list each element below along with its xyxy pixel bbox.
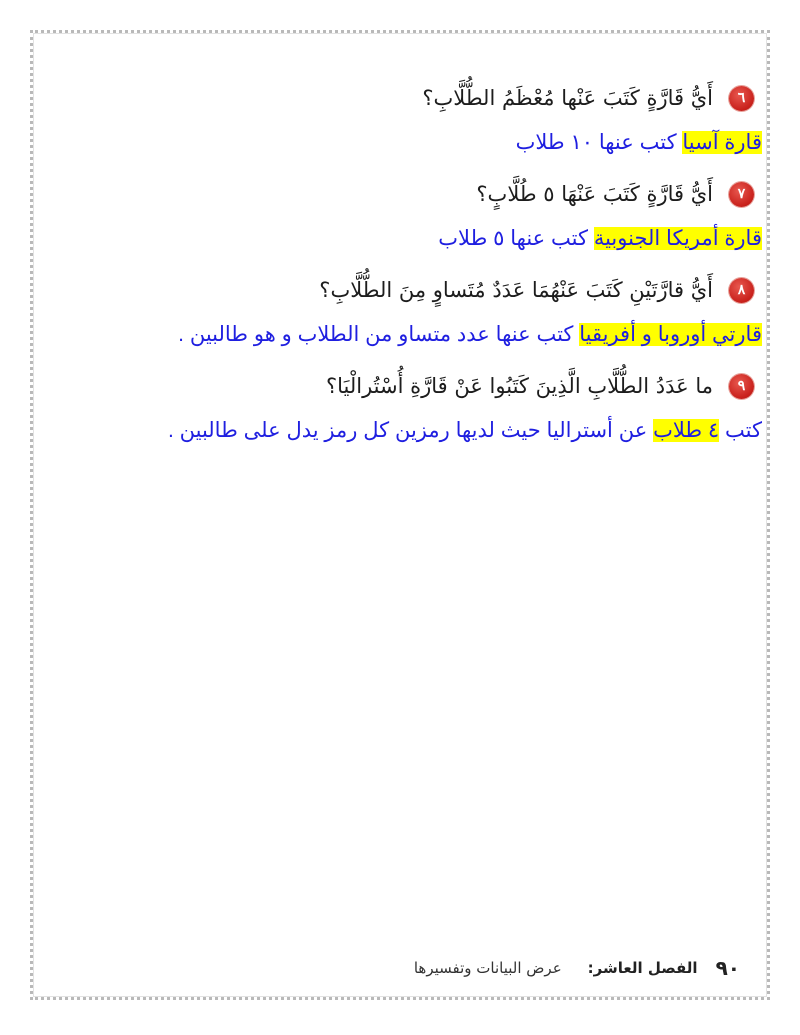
question-number-badge: ٧ xyxy=(729,182,754,207)
answer-6 xyxy=(40,122,762,164)
question-text: أَيُّ قارَّتَيْنِ كَتَبَ عَنْهُمَا عَدَدٌ مُتَساوٍ مِنَ الطُّلَّابِ؟ xyxy=(319,278,713,302)
question-text: أَيُّ قَارَّةٍ كَتَبَ عَنْها مُعْظَمُ الطُّلَّابِ؟ xyxy=(422,86,713,110)
question-7 xyxy=(40,174,754,214)
question-6 xyxy=(40,78,754,118)
question-number-badge: ٩ xyxy=(729,374,754,399)
question-text: ما عَدَدُ الطُّلَّابِ الَّذِينَ كَتَبُوا عَنْ قَارَّةِ أُسْتُرالْيَا؟ xyxy=(325,374,713,398)
page-number: ٩٠ xyxy=(715,956,740,980)
answer-highlight: قارة آسيا xyxy=(682,131,762,154)
answer-highlight: قارة أمريكا الجنوبية xyxy=(593,227,762,250)
answer-highlight: قارتي أوروبا و أفريقيا xyxy=(579,323,762,346)
answer-text: كتب عنها ١٠ طلاب xyxy=(515,131,683,154)
question-9 xyxy=(40,366,754,406)
worksheet-content xyxy=(40,78,762,462)
answer-highlight: ٤ طلاب xyxy=(653,419,720,442)
answer-7 xyxy=(40,218,762,260)
answer-9 xyxy=(40,410,762,452)
page-footer xyxy=(330,956,740,980)
chapter-title: عرض البيانات وتفسيرها xyxy=(413,959,562,977)
answer-text: عن أستراليا حيث لديها رمزين كل رمز يدل على طالبين . xyxy=(167,419,654,442)
answer-text: كتب عنها عدد متساو من الطلاب و هو طالبين . xyxy=(178,323,580,346)
answer-text-before: كتب xyxy=(719,419,762,442)
question-text: أَيُّ قَارَّةٍ كَتَبَ عَنْهَا ٥ طُلَّابٍ؟ xyxy=(476,182,713,206)
chapter-label: الفصل العاشر: xyxy=(587,959,698,977)
answer-text: كتب عنها ٥ طلاب xyxy=(438,227,594,250)
question-number-badge: ٦ xyxy=(729,86,754,111)
answer-8 xyxy=(40,314,762,356)
question-number-badge: ٨ xyxy=(729,278,754,303)
question-8 xyxy=(40,270,754,310)
